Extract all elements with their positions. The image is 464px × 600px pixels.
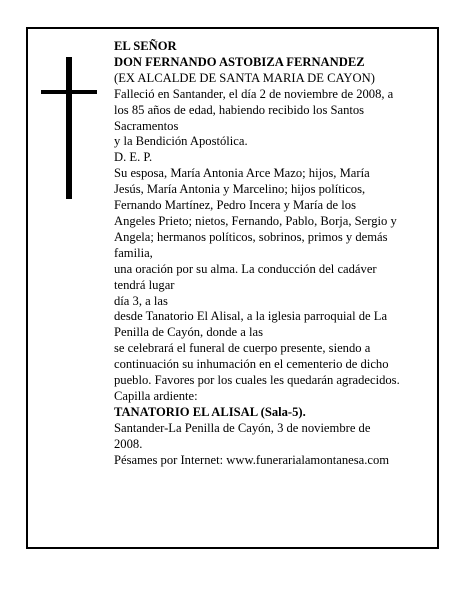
notice-line: familia,	[114, 245, 153, 260]
notice-line: tendrá lugar	[114, 277, 175, 292]
notice-line: una oración por su alma. La conducción del cadáver	[114, 261, 377, 276]
notice-line: EL SEÑOR	[114, 39, 177, 53]
cross-horizontal-bar	[41, 90, 97, 94]
notice-line: DON FERNANDO ASTOBIZA FERNANDEZ	[114, 54, 365, 69]
notice-line: Jesús, María Antonia y Marcelino; hijos políticos,	[114, 182, 366, 197]
notice-line: Penilla de Cayón, donde a las	[114, 325, 263, 340]
notice-line: D. E. P.	[114, 150, 153, 165]
notice-line: Santander-La Penilla de Cayón, 3 de noviembre de	[114, 420, 371, 435]
notice-line: Falleció en Santander, el día 2 de noviembre de 2008, a	[114, 86, 394, 101]
notice-line: Angeles Prieto; nietos, Fernando, Pablo, Borja, Sergio y	[114, 213, 397, 228]
notice-line: desde Tanatorio El Alisal, a la iglesia parroquial de La	[114, 309, 388, 324]
notice-line: se celebrará el funeral de cuerpo presente, siendo a	[114, 341, 371, 356]
notice-text	[114, 39, 434, 468]
notice-line: pueblo. Favores por los cuales les quedarán agradecidos.	[114, 373, 400, 388]
latin-cross-icon	[41, 57, 97, 199]
notice-line: Fernando Martínez, Pedro Incera y María de los	[114, 198, 356, 213]
notice-line: TANATORIO EL ALISAL (Sala-5).	[114, 404, 306, 419]
notice-line: Angela; hermanos políticos, sobrinos, primos y demás	[114, 229, 388, 244]
obituary-notice	[26, 27, 439, 549]
notice-line: Capilla ardiente:	[114, 388, 198, 403]
notice-line: continuación su inhumación en el cementerio de dicho	[114, 357, 389, 372]
notice-line: Pésames por Internet: www.funerarialamontanesa.com	[114, 452, 390, 467]
notice-line: y la Bendición Apostólica.	[114, 134, 248, 149]
cross-vertical-bar	[66, 57, 72, 199]
notice-line: día 3, a las	[114, 293, 168, 308]
notice-line: los 85 años de edad, habiendo recibido los Santos	[114, 102, 365, 117]
notice-line: Sacramentos	[114, 118, 179, 133]
notice-line: (EX ALCALDE DE SANTA MARIA DE CAYON)	[114, 70, 375, 85]
notice-line: Su esposa, María Antonia Arce Mazo; hijos, María	[114, 166, 370, 181]
notice-line: 2008.	[114, 436, 143, 451]
